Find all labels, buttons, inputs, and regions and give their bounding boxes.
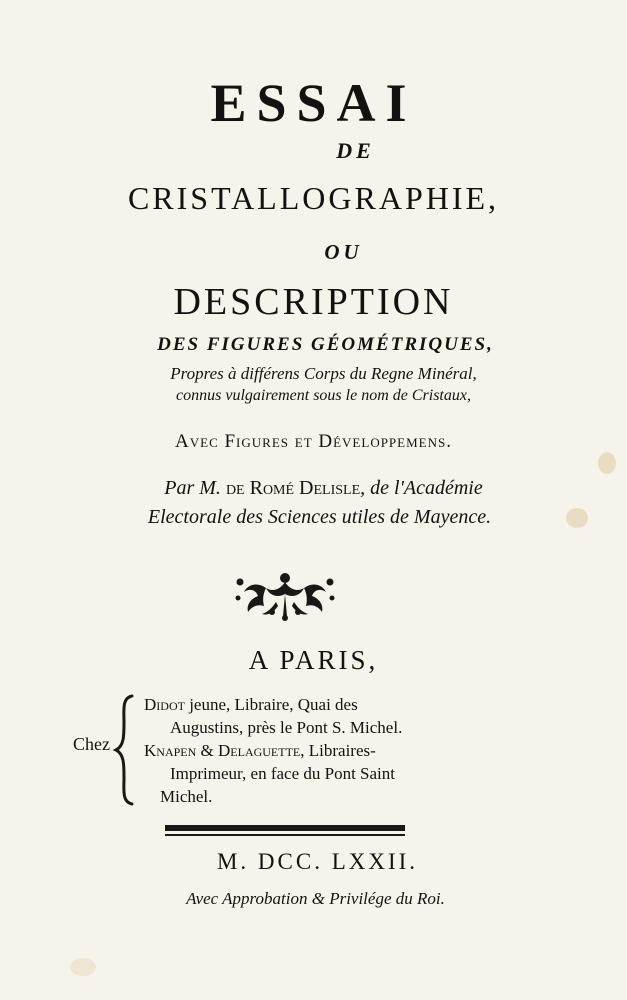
title-description: DESCRIPTION [173,281,454,323]
author-affiliation: , de l'Académie [360,477,483,499]
imprint-line-5: Michel. [160,787,213,806]
title-essai: ESSAI [210,73,417,133]
author-line [10,477,627,500]
subtitle-figures: DES FIGURES GÉOMÉTRIQUES, [157,334,494,355]
imprint-line-2: Augustins, près le Pont S. Michel. [170,718,403,737]
floral-vignette-icon [232,568,338,624]
author-prefix: Par M. [164,477,221,499]
imprint-line-3-rest: , Libraires- [300,741,376,760]
paper-stain [70,958,96,976]
rule-thin [165,834,405,836]
rule-thick [165,825,405,831]
imprint-line-3 [144,741,376,761]
printer-name-didot: Didot [144,695,185,714]
author-affiliation-line2: Electorale des Sciences utiles de Mayence. [147,506,492,528]
illustrations-note: Avec Figures et Développemens. [175,431,452,452]
title-cristallographie: CRISTALLOGRAPHIE, [127,180,500,216]
curly-brace-icon [112,694,138,806]
imprint-line-4: Imprimeur, en face du Pont Saint [170,764,395,783]
imprint-chez: Chez [73,734,110,754]
title-de: DE [336,138,375,163]
paper-stain [598,452,616,474]
double-rule-divider [165,825,405,837]
title-ou: OU [324,240,363,264]
imprint-line-1 [144,695,358,715]
imprint-city: A PARIS, [248,645,379,675]
royal-privilege: Avec Approbation & Privilége du Roi. [186,889,445,908]
author-name: de Romé Delisle [225,477,361,499]
imprint-line-1-rest: jeune, Libraire, Quai des [184,695,358,714]
printer-name-knapen: Knapen & Delaguette [144,741,301,760]
publication-date: M. DCC. LXXII. [216,849,419,874]
subtitle-propres: Propres à différens Corps du Regne Minéral, [170,364,477,383]
subtitle-connus: connus vulgairement sous le nom de Cristaux, [176,387,471,404]
